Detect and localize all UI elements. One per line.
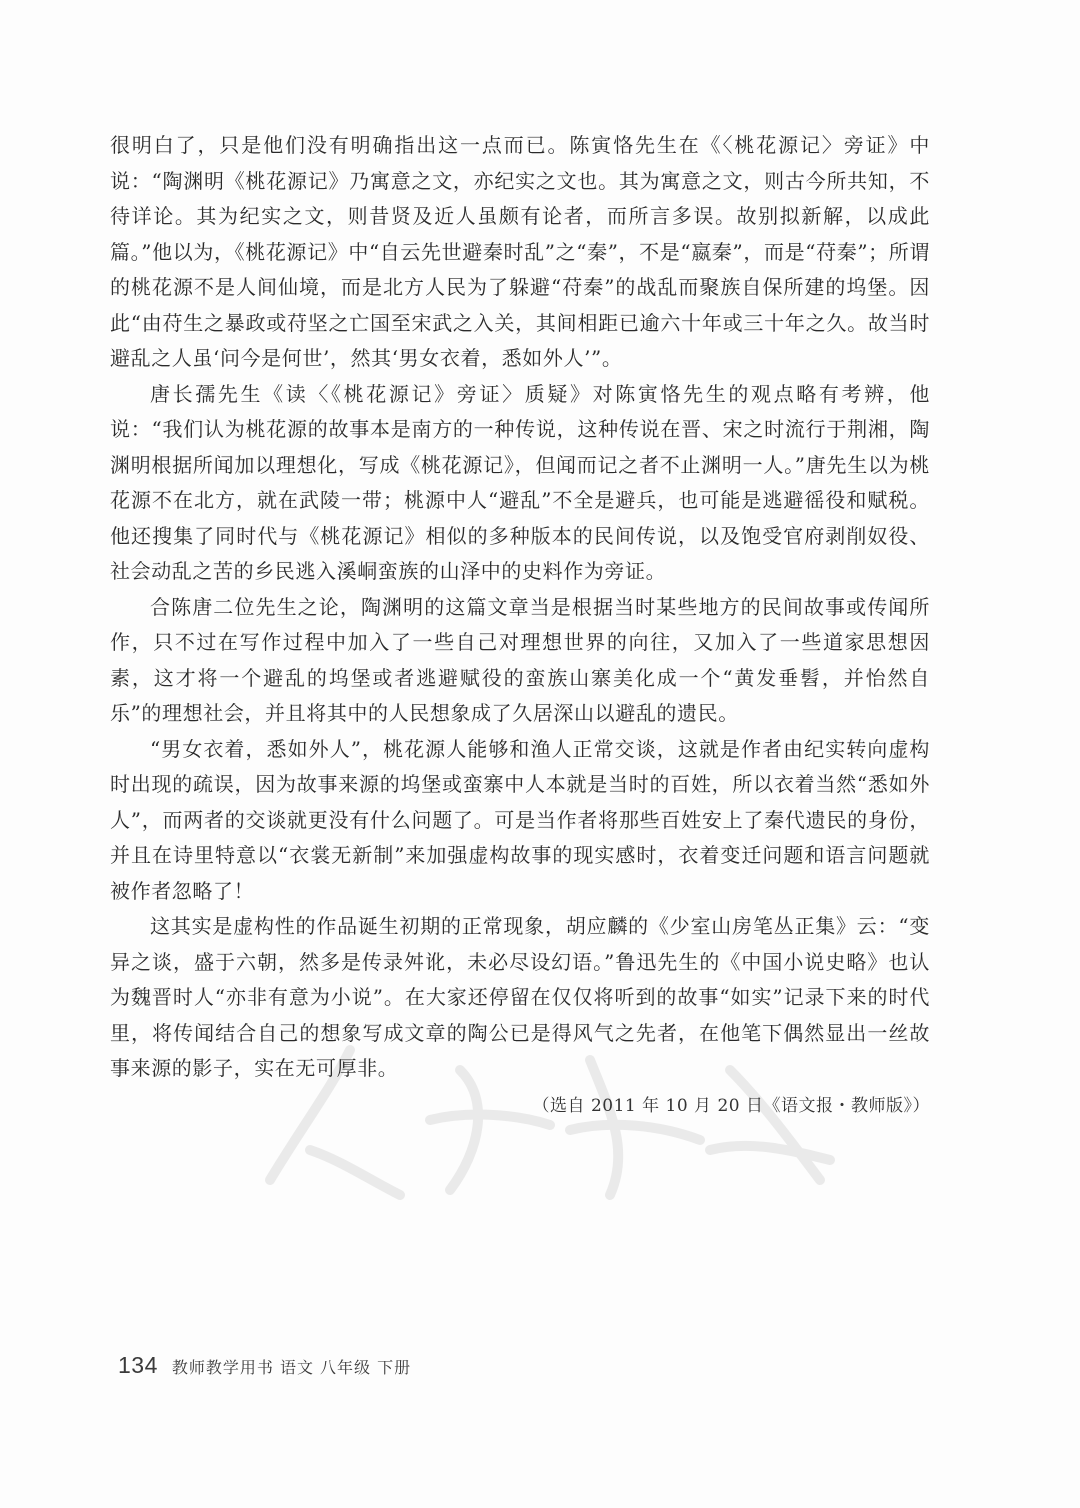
source-citation: （选自 2011 年 10 月 20 日《语文报・教师版》） <box>532 1095 930 1116</box>
paragraph-1: 很明白了，只是他们没有明确指出这一点而已。陈寅恪先生在《〈桃花源记〉旁证》中说：“陶渊明《桃花源记》乃寓意之文，亦纪实之文也。其为寓意之文，则古今所共知，不待详论。其为纪实之文，则昔贤及近人虽颇有论者，而所言多误。故别拟新解，以成此篇。”他以为，《桃花源记》中“自云先世避秦时乱”之“秦”，不是“嬴秦”，而是“苻秦”；所谓的桃花源不是人间仙境，而是北方人民为了躲避“苻秦”的战乱而聚族自保所建的坞堡。因此“由苻生之暴政或苻坚之亡国至宋武之入关，其间相距已逾六十年或三十年之久。故当时避乱之人虽‘问今是何世’，然其‘男女衣着，悉如外人’”。 <box>110 133 930 370</box>
paragraph-5: 这其实是虚构性的作品诞生初期的正常现象，胡应麟的《少室山房笔丛正集》云：“变异之谈，盛于六朝，然多是传录舛讹，未必尽设幻语。”鲁迅先生的《中国小说史略》也认为魏晋时人“亦非有意为小说”。在大家还停留在仅仅将听到的故事“如实”记录下来的时代里，将传闻结合自己的想象写成文章的陶公已是得风气之先者，在他笔下偶然显出一丝故事来源的影子，实在无可厚非。 <box>110 914 930 1080</box>
paragraph-4: “男女衣着，悉如外人”，桃花源人能够和渔人正常交谈，这就是作者由纪实转向虚构时出现的疏误，因为故事来源的坞堡或蛮寨中人本就是当时的百姓，所以衣着当然“悉如外人”，而两者的交谈就更没有什么问题了。可是当作者将那些百姓安上了秦代遗民的身份，并且在诗里特意以“衣裳无新制”来加强虚构故事的现实感时，衣着变迁问题和语言问题就被作者忽略了！ <box>110 736 930 903</box>
page-number: 134 <box>118 1352 158 1378</box>
paragraph-2: 唐长孺先生《读〈《桃花源记》旁证〉质疑》对陈寅恪先生的观点略有考辨，他说：“我们认为桃花源的故事本是南方的一种传说，这种传说在晋、宋之时流行于荆湘，陶渊明根据所闻加以理想化，写成《桃花源记》，但闻而记之者不止渊明一人。”唐先生以为桃花源不在北方，就在武陵一带；桃源中人“避乱”不全是避兵，也可能是逃避徭役和赋税。他还搜集了同时代与《桃花源记》相似的多种版本的民间传说，以及饱受官府剥削奴役、社会动乱之苦的乡民逃入溪峒蛮族的山泽中的史料作为旁证。 <box>110 381 930 583</box>
running-title: 教师教学用书 语文 八年级 下册 <box>171 1358 412 1377</box>
paragraph-3: 合陈唐二位先生之论，陶渊明的这篇文章当是根据当时某些地方的民间故事或传闻所作，只不过在写作过程中加入了一些自己对理想世界的向往，又加入了一些道家思想因素，这才将一个避乱的坞堡或者逃避赋役的蛮族山寨美化成一个“黄发垂髫，并怡然自乐”的理想社会，并且将其中的人民想象成了久居深山以避乱的遗民。 <box>110 594 930 725</box>
article-body <box>110 128 930 1121</box>
page-footer <box>118 1352 411 1382</box>
